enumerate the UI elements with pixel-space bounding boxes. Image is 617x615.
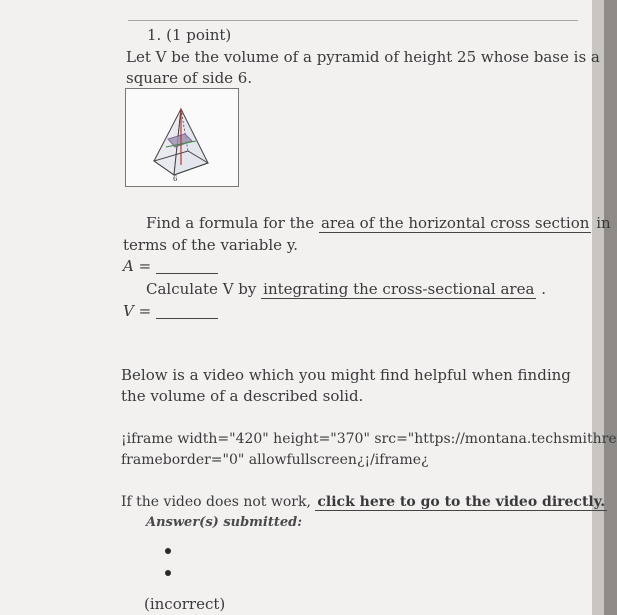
calc-prefix: Calculate V by [146, 280, 257, 298]
problem-statement-line1: Let V be the volume of a pyramid of height 25 whose base is a [126, 48, 600, 66]
iframe-code-line2: frameborder="0" allowfullscreen¿¡/iframe¿ [121, 452, 429, 468]
volume-answer-input[interactable] [156, 306, 218, 319]
video-intro-line2: the volume of a described solid. [121, 387, 364, 405]
problem-statement-line2: square of side 6. [126, 69, 253, 87]
area-answer-input[interactable] [156, 261, 218, 274]
top-rule [128, 20, 578, 21]
find-line2: terms of the variable y. [123, 236, 299, 254]
problem-header [147, 26, 231, 44]
video-fallback [121, 494, 607, 510]
fallback-prefix: If the video does not work, [121, 494, 311, 510]
answer-status: (incorrect) [144, 595, 226, 613]
answer-bullet-2 [165, 570, 171, 576]
find-line1 [146, 214, 611, 232]
page-edge [592, 0, 604, 615]
pyramid-diagram [126, 89, 238, 186]
area-answer-row [123, 257, 218, 275]
answers-heading: Answer(s) submitted: [146, 515, 303, 530]
volume-label: V = [123, 302, 152, 320]
calc-line [146, 280, 546, 298]
video-direct-link[interactable]: click here to go to the video directly. [317, 494, 606, 510]
calc-suffix: . [541, 280, 546, 298]
find-suffix: in [596, 214, 611, 232]
problem-points: (1 point) [166, 26, 232, 44]
video-intro-line1: Below is a video which you might find helpful when finding [121, 366, 571, 384]
area-label: A = [123, 257, 152, 275]
volume-answer-row [123, 302, 218, 320]
iframe-code-line1: ¡iframe width="420" height="370" src="https://montana.techsmithre [121, 431, 617, 447]
pyramid-figure [125, 88, 239, 187]
cross-section-blank[interactable]: area of the horizontal cross section [320, 214, 590, 232]
base-side-label: 6 [173, 175, 178, 183]
integration-blank[interactable]: integrating the cross-sectional area [263, 280, 535, 298]
answer-bullet-1 [165, 548, 171, 554]
find-prefix: Find a formula for the [146, 214, 315, 232]
problem-number: 1. [147, 26, 162, 44]
